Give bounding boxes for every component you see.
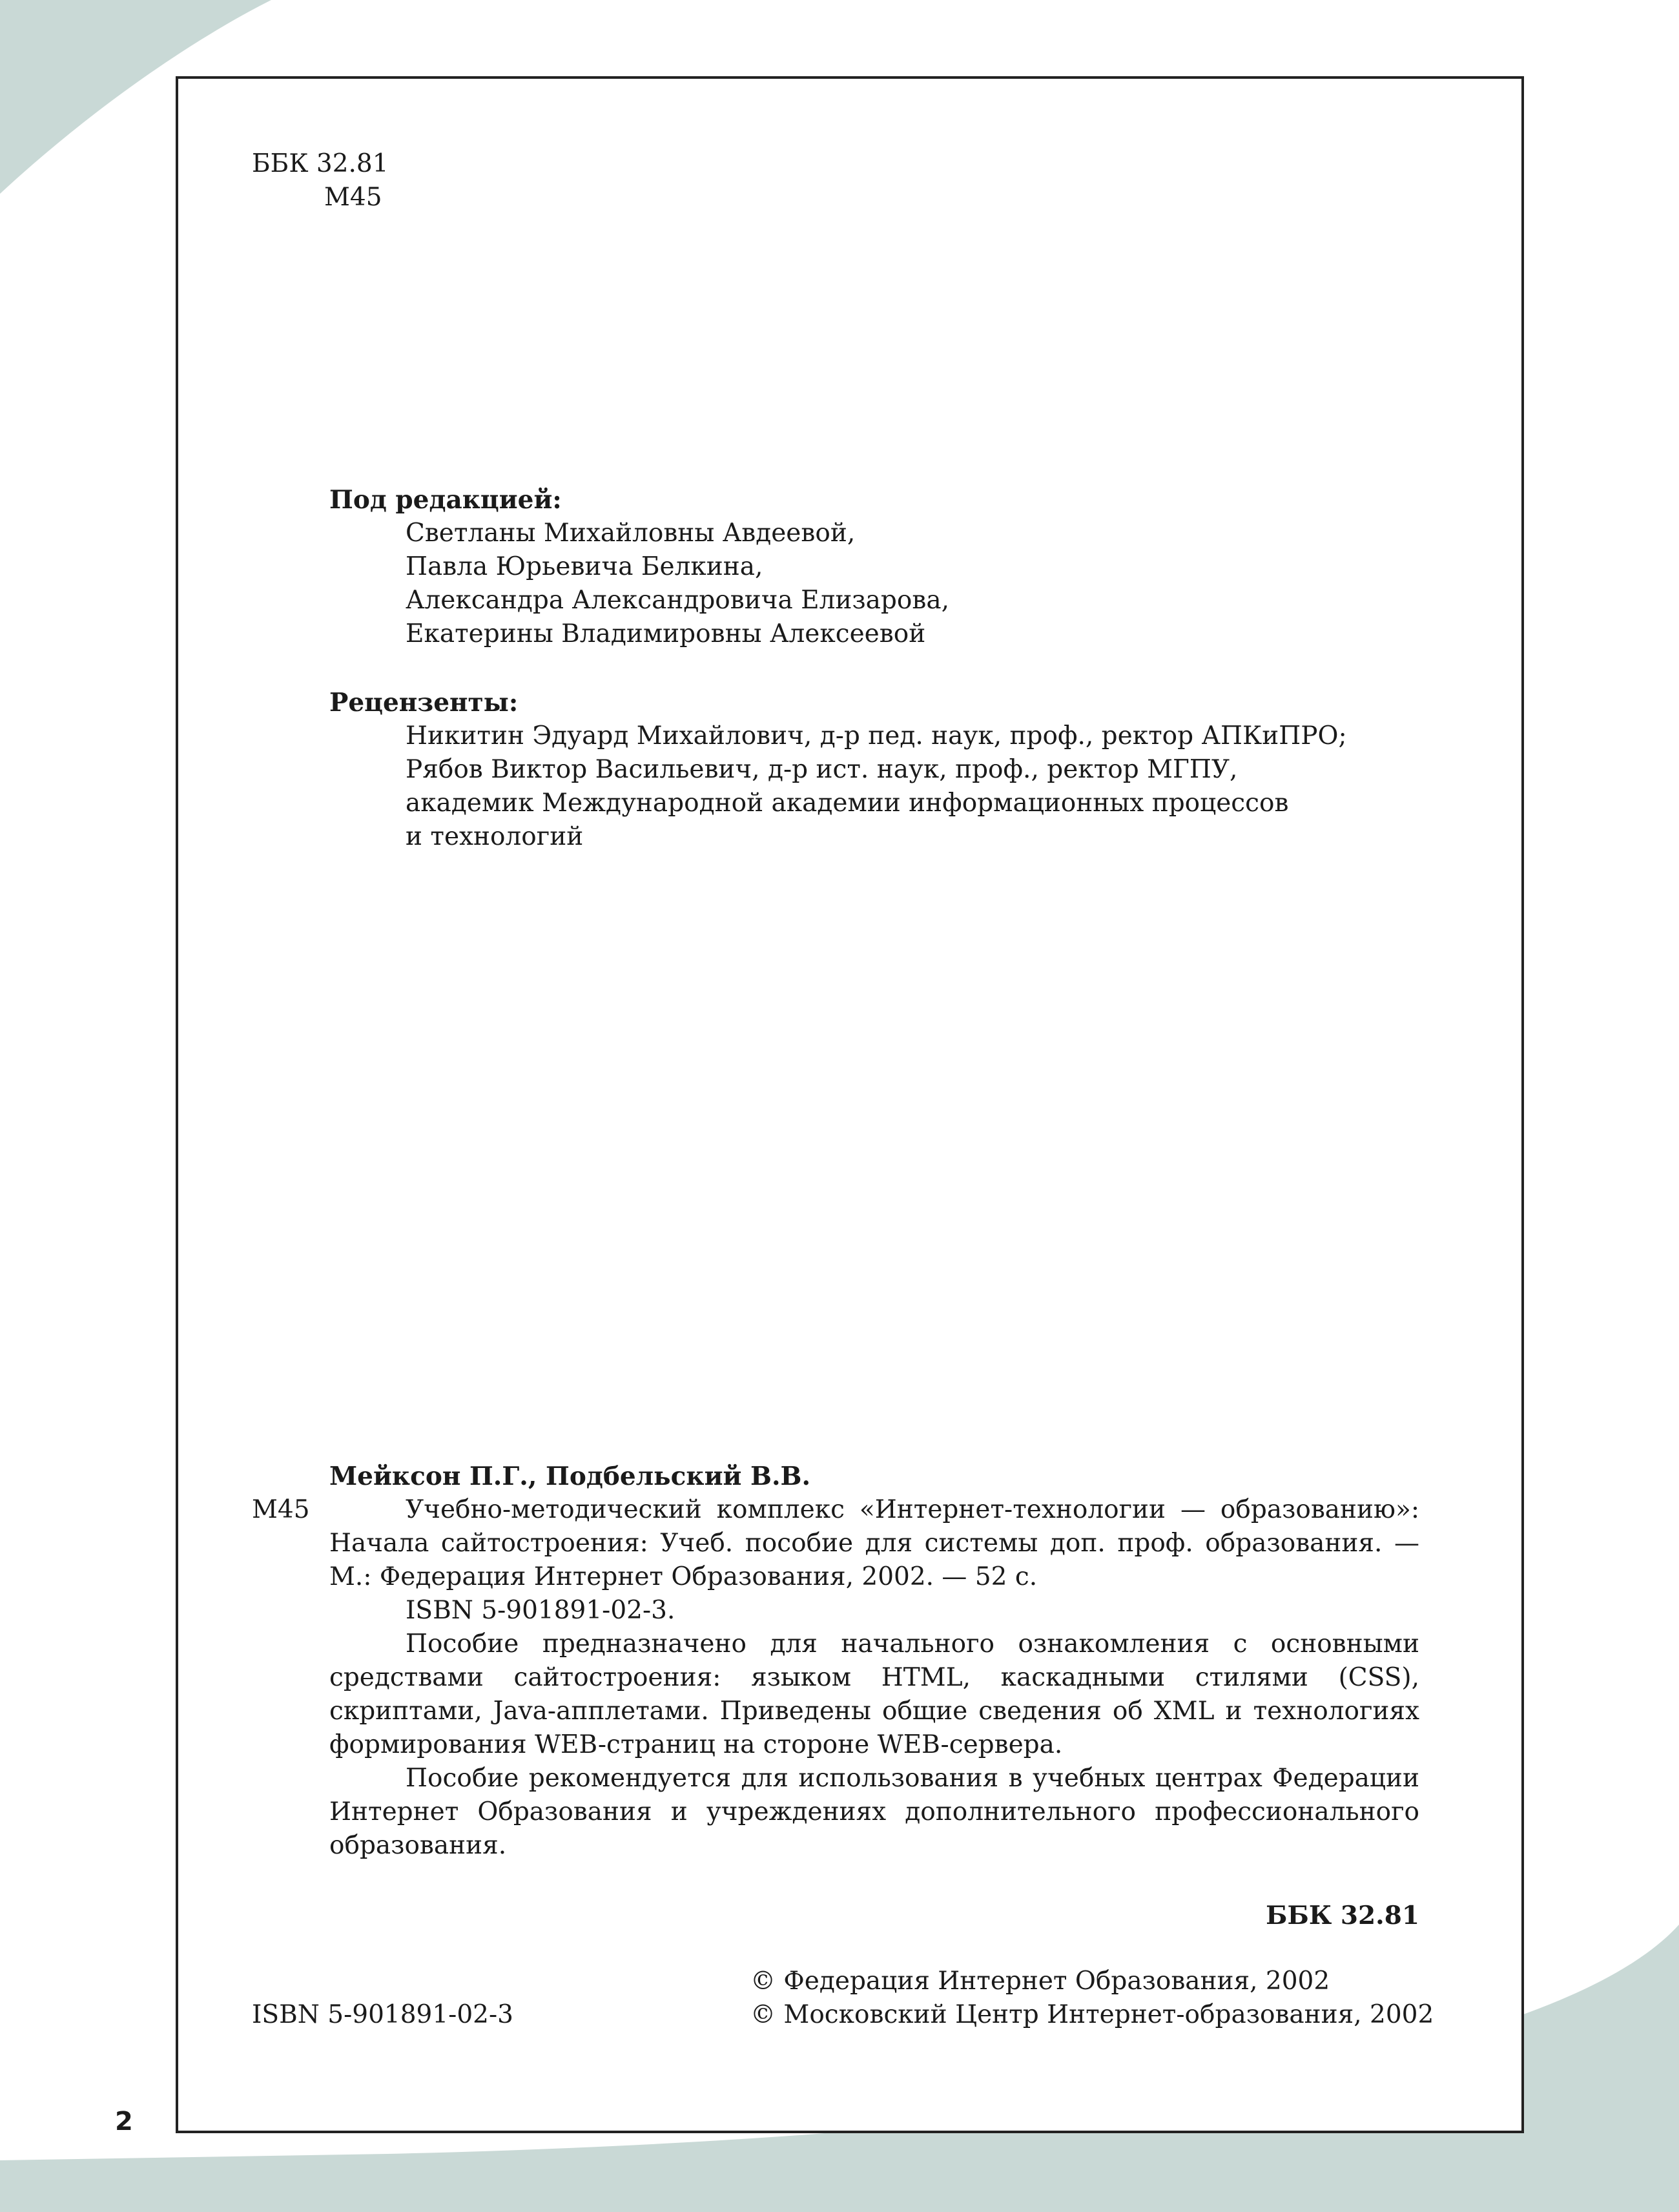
editor-name: Александра Александровича Елизарова, xyxy=(406,586,949,615)
reviewers-heading: Рецензенты: xyxy=(329,688,519,718)
reviewer-line: академик Международной академии информационных процессов xyxy=(406,789,1289,818)
footer-isbn: ISBN 5-901891-02-3 xyxy=(252,2000,513,2029)
editor-name: Екатерины Владимировны Алексеевой xyxy=(406,619,926,648)
annotation-bbk: ББК 32.81 xyxy=(1266,1901,1419,1930)
editor-name: Светланы Михайловны Авдеевой, xyxy=(406,519,856,548)
annotation-paragraph-2: Пособие рекомендуется для использования в учебных центрах Федерации Интернет Образования и учреждениях дополнительного профессионального образования. xyxy=(329,1764,1419,1860)
reviewer-line: Рябов Виктор Васильевич, д-р ист. наук, проф., ректор МГПУ, xyxy=(406,755,1238,784)
copyright-1: © Федерация Интернет Образования, 2002 xyxy=(750,1967,1330,1996)
annotation-isbn-line: ISBN 5-901891-02-3. xyxy=(406,1596,675,1625)
editors-heading: Под редакцией: xyxy=(329,485,562,515)
page-number: 2 xyxy=(115,2107,133,2136)
header-bbk: ББК 32.81 xyxy=(252,149,389,178)
annotation-description: Учебно-методический комплекс «Интернет-технологии — образованию»: Начала сайтостроения: Учеб. пособие для системы доп. проф. образования. — М.: Федерация Интернет Образования, 2002. — 52 с. xyxy=(329,1495,1419,1591)
editor-name: Павла Юрьевича Белкина, xyxy=(406,552,763,581)
annotation-code: М45 xyxy=(252,1495,310,1524)
annotation-paragraph-1: Пособие предназначено для начального ознакомления с основными средствами сайтостроения: языком HTML, каскадными стилями (CSS), скриптами, Java-апплетами. Приведены общие сведения об XML и технологиях формирования WEB-страниц на стороне WEB-сервера. xyxy=(329,1629,1419,1759)
copyright-2: © Московский Центр Интернет-образования, 2002 xyxy=(750,2000,1434,2029)
reviewer-line: и технологий xyxy=(406,822,584,851)
annotation-authors: Мейксон П.Г., Подбельский В.В. xyxy=(329,1462,811,1491)
header-code: М45 xyxy=(324,183,382,212)
reviewer-line: Никитин Эдуард Михайлович, д-р пед. наук, проф., ректор АПКиПРО; xyxy=(406,721,1347,750)
